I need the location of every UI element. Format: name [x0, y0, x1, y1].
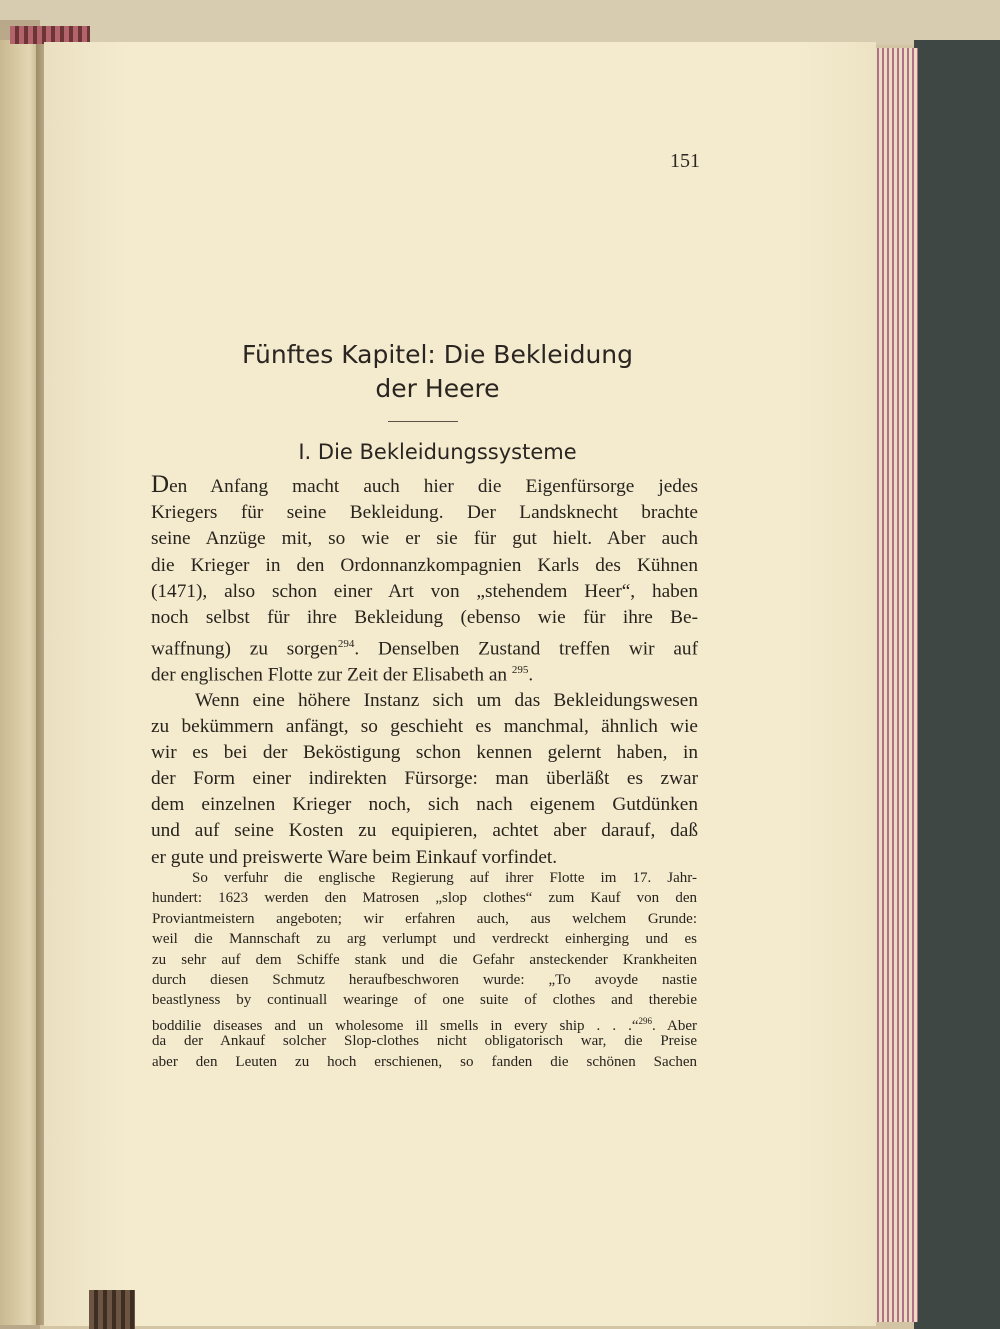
title-divider	[388, 421, 458, 422]
text-line: seine Anzüge mit, so wie er sie für gut hielt. Aber auch	[151, 528, 698, 550]
text-line: der Form einer indirekten Fürsorge: man überläßt es zwar	[151, 768, 698, 790]
footnote-ref: 294	[337, 638, 355, 651]
chapter-title	[150, 338, 725, 406]
page-number: 151	[670, 150, 700, 172]
text-line: beastlyness by continuall wearinge of one suite of clothes and therebie	[152, 992, 697, 1009]
text-line: er gute und preiswerte Ware beim Einkauf vorfindet.	[151, 846, 558, 868]
text-line: waffnung) zu sorgen$^{294}$. Denselben Zustand treffen wir auf	[151, 638, 698, 660]
text-line: durch diesen Schmutz heraufbeschworen wurde: „To avoyde nastie	[152, 971, 697, 988]
text-line: zu sehr auf dem Schiffe stank und die Gefahr ansteckender Krankheiten	[152, 951, 697, 968]
main-text	[151, 471, 698, 871]
text-line: dem einzelnen Krieger noch, sich nach eigenem Gutdünken	[151, 794, 698, 816]
ribbon-bookmark	[89, 1290, 135, 1329]
text-line: die Krieger in den Ordonnanzkompagnien Karls des Kühnen	[151, 554, 698, 576]
chapter-title-line-1: Fünftes Kapitel: Die Bekleidung	[241, 340, 634, 369]
text-line: boddilie diseases and un wholesome ill smells in every ship . . .“$^{296}$. Aber	[152, 1015, 697, 1034]
text-line: weil die Mannschaft zu arg verlumpt und verdreckt einherging und es	[152, 931, 697, 948]
small-print-text	[152, 868, 697, 1072]
text-line: aber den Leuten zu hoch erschienen, so fanden die schönen Sachen	[152, 1053, 697, 1070]
text-line: hundert: 1623 werden den Matrosen „slop clothes“ zum Kauf von den	[152, 890, 697, 907]
footnote-ref: 296	[638, 1015, 653, 1026]
footnote-ref: 295	[511, 664, 529, 677]
drop-cap: D	[151, 471, 170, 498]
text-line: da der Ankauf solcher Slop-clothes nicht obligatorisch war, die Preise	[152, 1033, 697, 1050]
text-line: Proviantmeistern angeboten; wir erfahren auch, aus welchem Grunde:	[152, 910, 697, 927]
text-line: zu bekümmern anfängt, so geschieht es manchmal, ähnlich wie	[151, 715, 698, 737]
text-line: (1471), also schon einer Art von „stehendem Heer“, haben	[151, 580, 698, 602]
text-line: So verfuhr die englische Regierung auf ihrer Flotte im 17. Jahr-	[192, 870, 697, 886]
text-line: Den Anfang macht auch hier die Eigenfürsorge jedes	[151, 471, 698, 498]
page-edges	[874, 48, 918, 1322]
text-line: wir es bei der Beköstigung schon kennen gelernt haben, in	[151, 741, 698, 763]
section-title: I. Die Bekleidungssysteme	[298, 440, 577, 464]
text-line: der englischen Flotte zur Zeit der Elisabeth an $^{295}$.	[151, 664, 534, 686]
scan-background	[0, 0, 1000, 45]
text-line: Wenn eine höhere Instanz sich um das Bekleidungswesen	[195, 689, 698, 711]
text-line: und auf seine Kosten zu equipieren, achtet aber darauf, daß	[151, 820, 698, 842]
chapter-title-line-2: der Heere	[375, 374, 500, 403]
text-line: noch selbst für ihre Bekleidung (ebenso wie für ihre Be-	[151, 606, 698, 628]
text-line: Kriegers für seine Bekleidung. Der Landsknecht brachte	[151, 502, 698, 524]
book-cover-right	[914, 40, 1000, 1329]
